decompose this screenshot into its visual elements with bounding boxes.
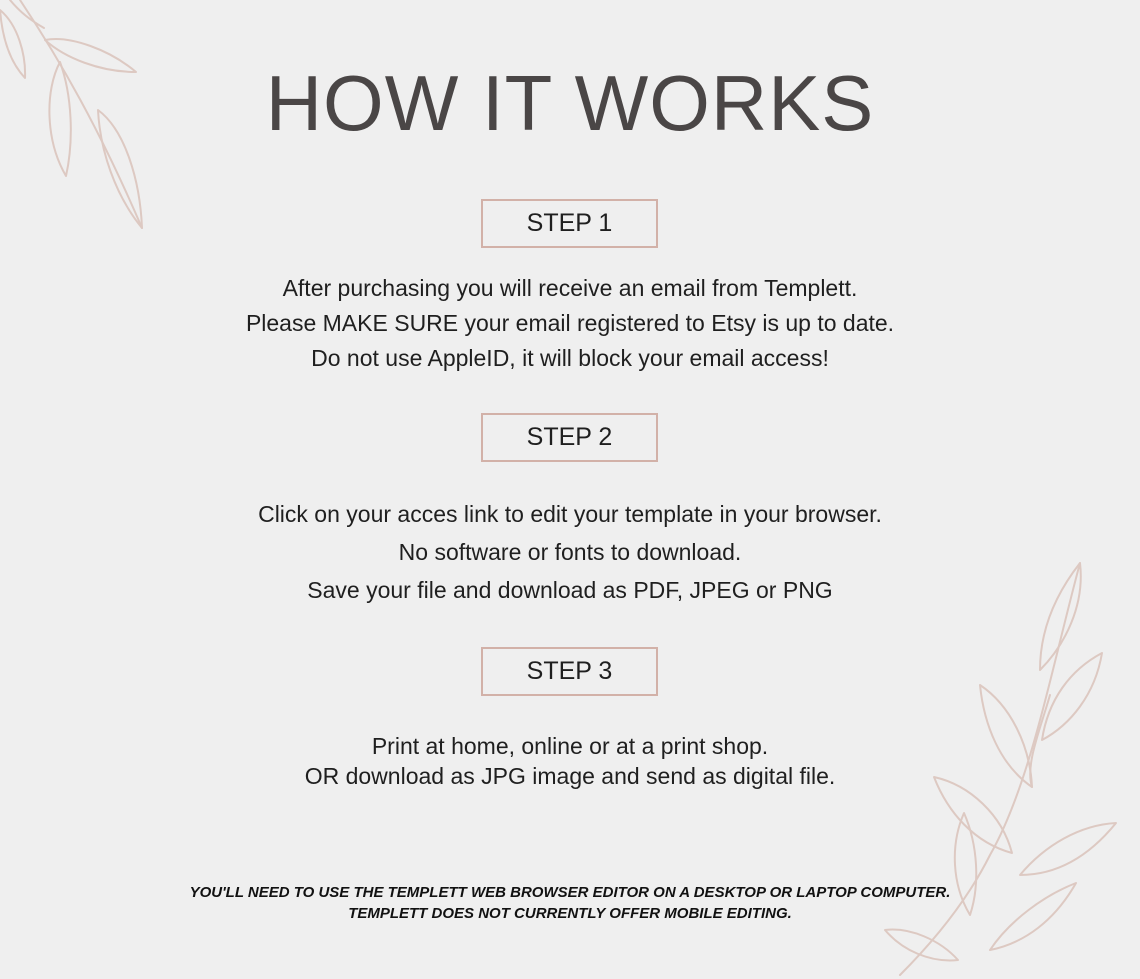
step-1-description [0,271,1140,376]
footnote-line-1: YOU'LL NEED TO USE THE TEMPLETT WEB BROWSER EDITOR ON A DESKTOP OR LAPTOP COMPUTER. [189,884,951,901]
step-3-line-1: Print at home, online or at a print shop. [371,733,769,759]
step-2-line-2: No software or fonts to download. [398,539,742,565]
step-2-label: STEP 2 [481,413,658,462]
step-3-line-2: OR download as JPG image and send as digital file. [304,763,836,789]
step-3-description [0,731,1140,791]
step-2-line-3: Save your file and download as PDF, JPEG or PNG [307,577,833,603]
step-2-line-1: Click on your acces link to edit your template in your browser. [258,501,882,527]
step-1-line-2: Please MAKE SURE your email registered to Etsy is up to date. [245,310,895,336]
step-2-description [0,495,1140,609]
step-1-label: STEP 1 [481,199,658,248]
footnote [0,882,1140,924]
footnote-line-2: TEMPLETT DOES NOT CURRENTLY OFFER MOBILE EDITING. [348,905,792,922]
step-1-line-3: Do not use AppleID, it will block your email access! [311,345,829,371]
page-title: HOW IT WORKS [265,59,875,147]
step-1-line-1: After purchasing you will receive an email from Templett. [282,275,858,301]
step-3-label: STEP 3 [481,647,658,696]
